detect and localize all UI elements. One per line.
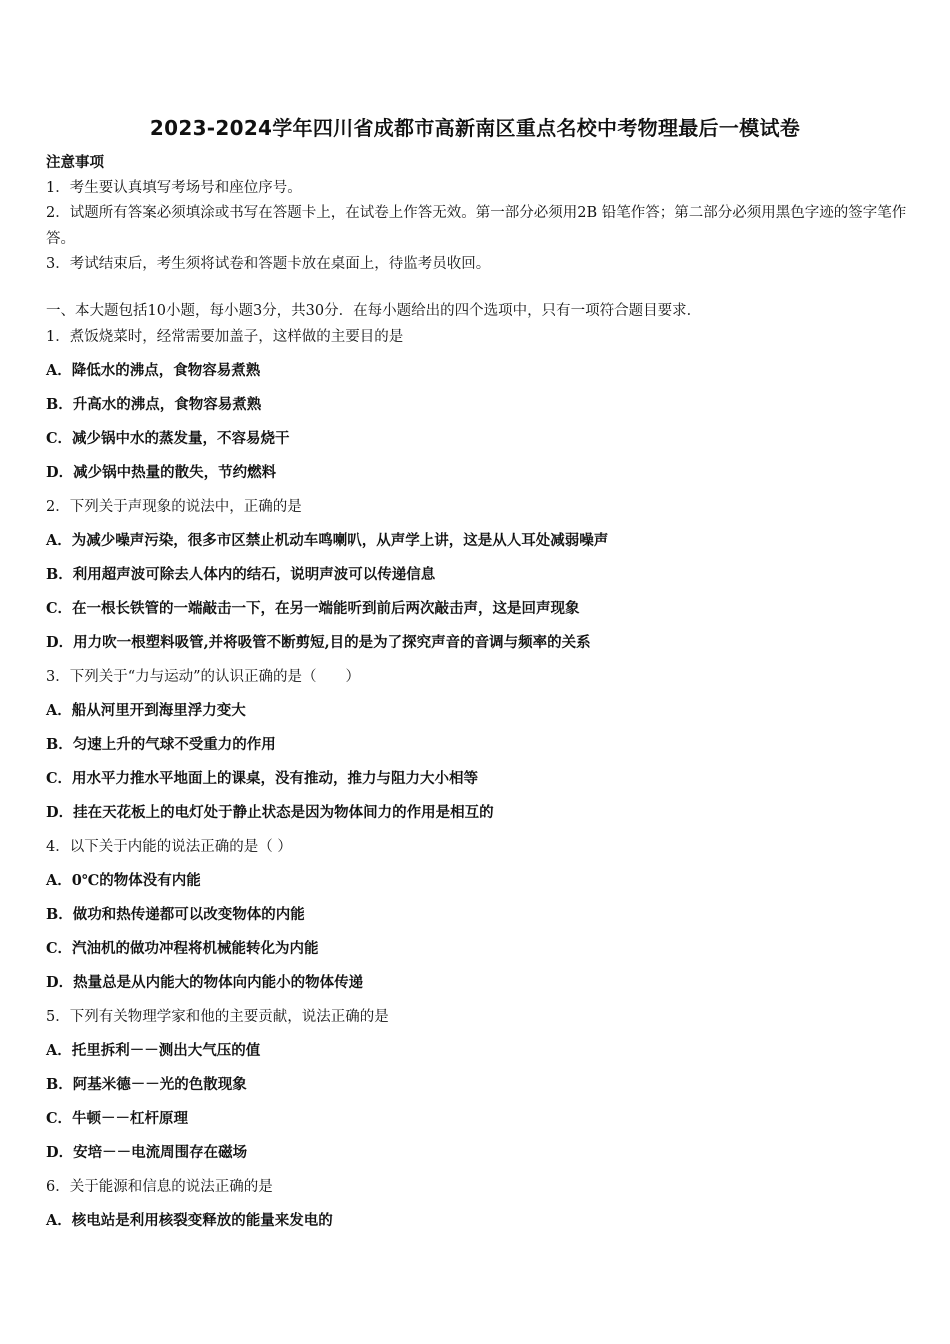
question-option: A．0℃的物体没有内能 xyxy=(46,872,201,889)
question-option: D．挂在天花板上的电灯处于静止状态是因为物体间力的作用是相互的 xyxy=(46,804,494,821)
notice-item: 2．试题所有答案必须填涂或书写在答题卡上，在试卷上作答无效。第一部分必须用2B 铅笔作答；第二部分必须用黑色字迹的签字笔作答。 xyxy=(46,205,907,247)
question-stem: 2．下列关于声现象的说法中，正确的是 xyxy=(46,499,302,515)
question-stem: 1．煮饭烧菜时，经常需要加盖子，这样做的主要目的是 xyxy=(46,329,404,345)
question-option: A．为减少噪声污染，很多市区禁止机动车鸣喇叭，从声学上讲，这是从人耳处减弱噪声 xyxy=(46,532,609,549)
question-option: B．匀速上升的气球不受重力的作用 xyxy=(46,736,276,753)
question-option: C．用水平力推水平地面上的课桌，没有推动，推力与阻力大小相等 xyxy=(46,770,479,787)
question-option: D．用力吹一根塑料吸管,并将吸管不断剪短,目的是为了探究声音的音调与频率的关系 xyxy=(46,634,591,651)
notice-block xyxy=(46,150,908,278)
question-option: B．阿基米德－－光的色散现象 xyxy=(46,1076,247,1093)
question-option: A．降低水的沸点，食物容易煮熟 xyxy=(46,362,261,379)
question-option: B．升高水的沸点，食物容易煮熟 xyxy=(46,396,262,413)
question-option: B．利用超声波可除去人体内的结石，说明声波可以传递信息 xyxy=(46,566,436,583)
notice-item: 1．考生要认真填写考场号和座位序号。 xyxy=(46,179,302,196)
section-one xyxy=(46,298,908,1242)
question-stem: 4．以下关于内能的说法正确的是（ ） xyxy=(46,839,292,855)
question-option: D．热量总是从内能大的物体向内能小的物体传递 xyxy=(46,974,364,991)
question-option: A．核电站是利用核裂变释放的能量来发电的 xyxy=(46,1212,333,1229)
page-title: 2023-2024学年四川省成都市高新南区重点名校中考物理最后一模试卷 xyxy=(149,116,801,140)
question-option: A．托里拆利－－测出大气压的值 xyxy=(46,1042,261,1059)
question-option: C．减少锅中水的蒸发量，不容易烧干 xyxy=(46,430,290,447)
question-stem: 5．下列有关物理学家和他的主要贡献，说法正确的是 xyxy=(46,1009,389,1025)
question-option: D．安培－－电流周围存在磁场 xyxy=(46,1144,248,1161)
question-option: A．船从河里开到海里浮力变大 xyxy=(46,702,246,719)
question-option: C．在一根长铁管的一端敲击一下，在另一端能听到前后两次敲击声，这是回声现象 xyxy=(46,600,580,617)
question-option: D．减少锅中热量的散失，节约燃料 xyxy=(46,464,277,481)
question-option: C．牛顿－－杠杆原理 xyxy=(46,1110,189,1127)
notice-heading: 注意事项 xyxy=(46,154,104,171)
question-option: C．汽油机的做功冲程将机械能转化为内能 xyxy=(46,940,319,957)
question-option: B．做功和热传递都可以改变物体的内能 xyxy=(46,906,305,923)
notice-item: 3．考试结束后，考生须将试卷和答题卡放在桌面上，待监考员收回。 xyxy=(46,256,491,272)
question-stem: 3．下列关于“力与运动”的认识正确的是（ ） xyxy=(46,669,361,685)
question-stem: 6．关于能源和信息的说法正确的是 xyxy=(46,1179,273,1195)
section-intro: 一、本大题包括10小题，每小题3分，共30分．在每小题给出的四个选项中，只有一项符合题目要求． xyxy=(46,303,702,319)
